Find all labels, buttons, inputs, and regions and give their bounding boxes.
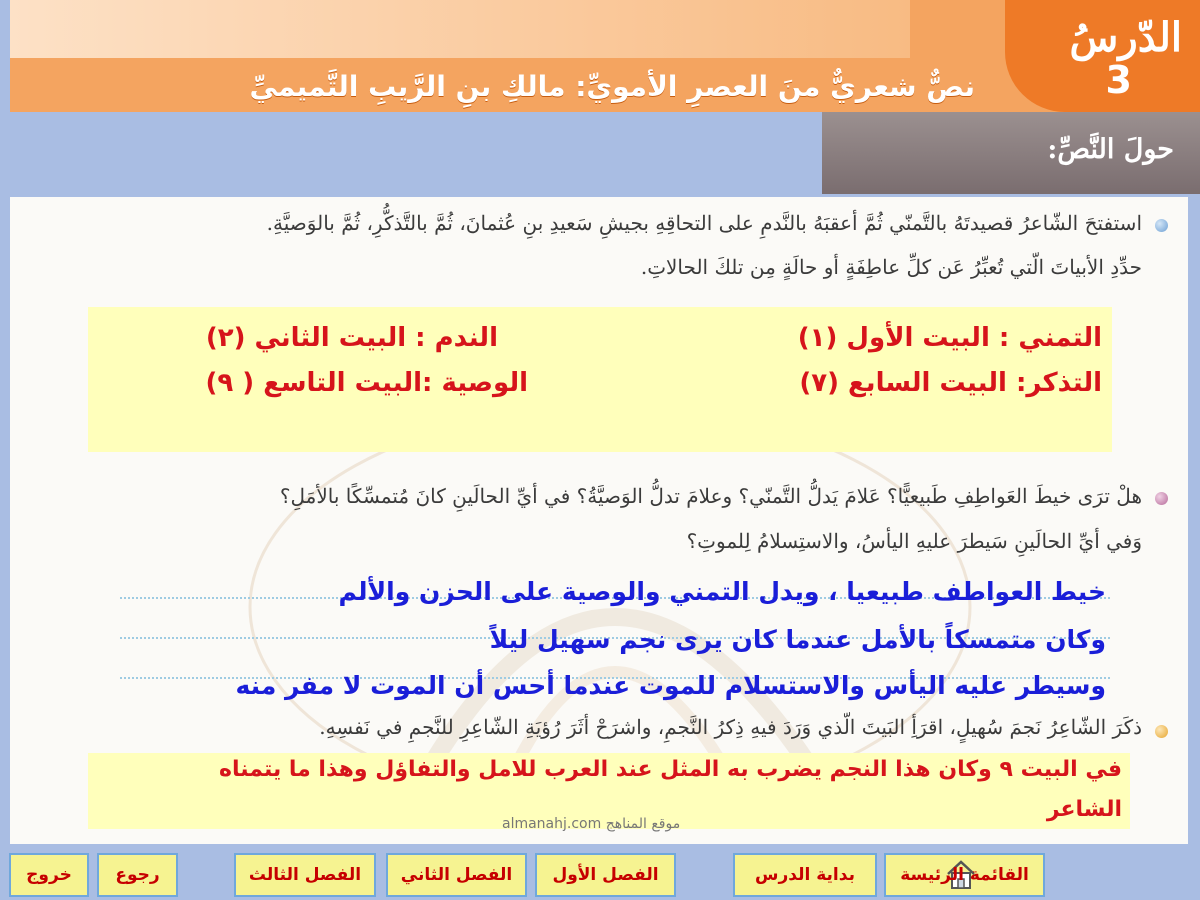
question-bullet-icon	[1155, 492, 1168, 505]
chapter-3-label: الفصل الثالث	[248, 865, 362, 885]
question-2-line-2: وَفي أيِّ الحالَينِ سَيطرَ عليهِ اليأسُ، والاستِسلامُ لِلموتِ؟	[686, 529, 1142, 553]
chapter-1-label: الفصل الأول	[552, 865, 659, 885]
page-content	[10, 197, 1188, 844]
question-bullet-icon	[1155, 219, 1168, 232]
exit-button[interactable]	[9, 853, 89, 897]
chapter-2-button[interactable]	[386, 853, 527, 897]
lesson-word: الدّرسُ	[1069, 14, 1182, 61]
chapter-3-button[interactable]	[234, 853, 376, 897]
question-1-line-1: استفتحَ الشّاعرُ قصيدتَهُ بالتَّمنّي ثُمَّ أعقبَهُ بالنَّدمِ على التحاقِهِ بجيشِ سَعيدِ بنِ عُثمانَ، ثُمَّ بالتَّذكُّرِ، ثُمَّ بالوَصيَّةِ.	[266, 211, 1142, 235]
answer-3-line-2: الشاعر	[1046, 797, 1122, 822]
chapter-2-label: الفصل الثاني	[400, 865, 513, 885]
lesson-subtitle: نصٌّ شعريٌّ منَ العصرِ الأمويِّ: مالكِ بنِ الرَّيبِ التَّميميِّ	[249, 70, 975, 103]
header-highlight	[10, 0, 910, 58]
back-button[interactable]	[97, 853, 178, 897]
answer-2-line-3: وسيطر عليه اليأس والاستسلام للموت عندما أحس أن الموت لا مفر منه	[235, 671, 1106, 700]
question-3-line-1: ذكَرَ الشّاعِرُ نَجمَ سُهيلٍ، اقرَأِ البَيتَ الّذي وَرَدَ فيهِ ذِكرُ النَّجمِ، واشرَحْ أثَرَ رُؤيَةِ الشّاعِرِ للنَّجمِ في نَفسِهِ.	[319, 715, 1142, 739]
question-bullet-icon	[1155, 725, 1168, 738]
question-2-line-1: هلْ ترَى خيطَ العَواطِفِ طَبيعيًّا؟ عَلامَ يَدلُّ التَّمنّي؟ وعلامَ تدلُّ الوَصيَّةُ؟ في أيِّ الحالَينِ كانَ مُتمسِّكًا بالأمَلِ؟	[279, 484, 1142, 508]
lesson-start-button[interactable]	[733, 853, 877, 897]
answer-3-line-1: في البيت ٩ وكان هذا النجم يضرب به المثل عند العرب للامل والتفاؤل وهذا ما يتمناه	[218, 757, 1122, 782]
answer-2-line-1: خيط العواطف طبيعيا ، ويدل التمني والوصية على الحزن والألم	[338, 577, 1106, 606]
main-menu-label: القائمة الرئيسة	[900, 865, 1029, 885]
site-label: almanahj.com موقع المناهج	[502, 816, 681, 832]
answer-2-line-2: وكان متمسكاً بالأمل عندما كان يرى نجم سهيل ليلاً	[489, 625, 1106, 654]
main-menu-button[interactable]	[884, 853, 1045, 897]
exit-label: خروج	[26, 865, 72, 885]
chapter-1-button[interactable]	[535, 853, 676, 897]
answer-nadam: الندم : البيت الثاني (٢)	[205, 323, 498, 353]
lesson-start-label: بداية الدرس	[755, 865, 855, 885]
answer-wasiyya: الوصية :البيت التاسع ( ٩)	[205, 368, 528, 398]
section-title: حولَ النَّصِّ:	[1047, 134, 1174, 165]
answer-tamanni: التمني : البيت الأول (١)	[797, 323, 1102, 353]
lesson-tab	[1005, 0, 1200, 112]
lesson-number: 3	[1105, 58, 1132, 102]
answer-tadhakkur: التذكر: البيت السابع (٧)	[799, 368, 1102, 398]
back-label: رجوع	[115, 865, 160, 885]
question-1-line-2: حدِّدِ الأبياتَ الّتي تُعبِّرُ عَن كلِّ عاطِفَةٍ أو حالَةٍ مِن تلكَ الحالاتِ.	[640, 255, 1142, 279]
